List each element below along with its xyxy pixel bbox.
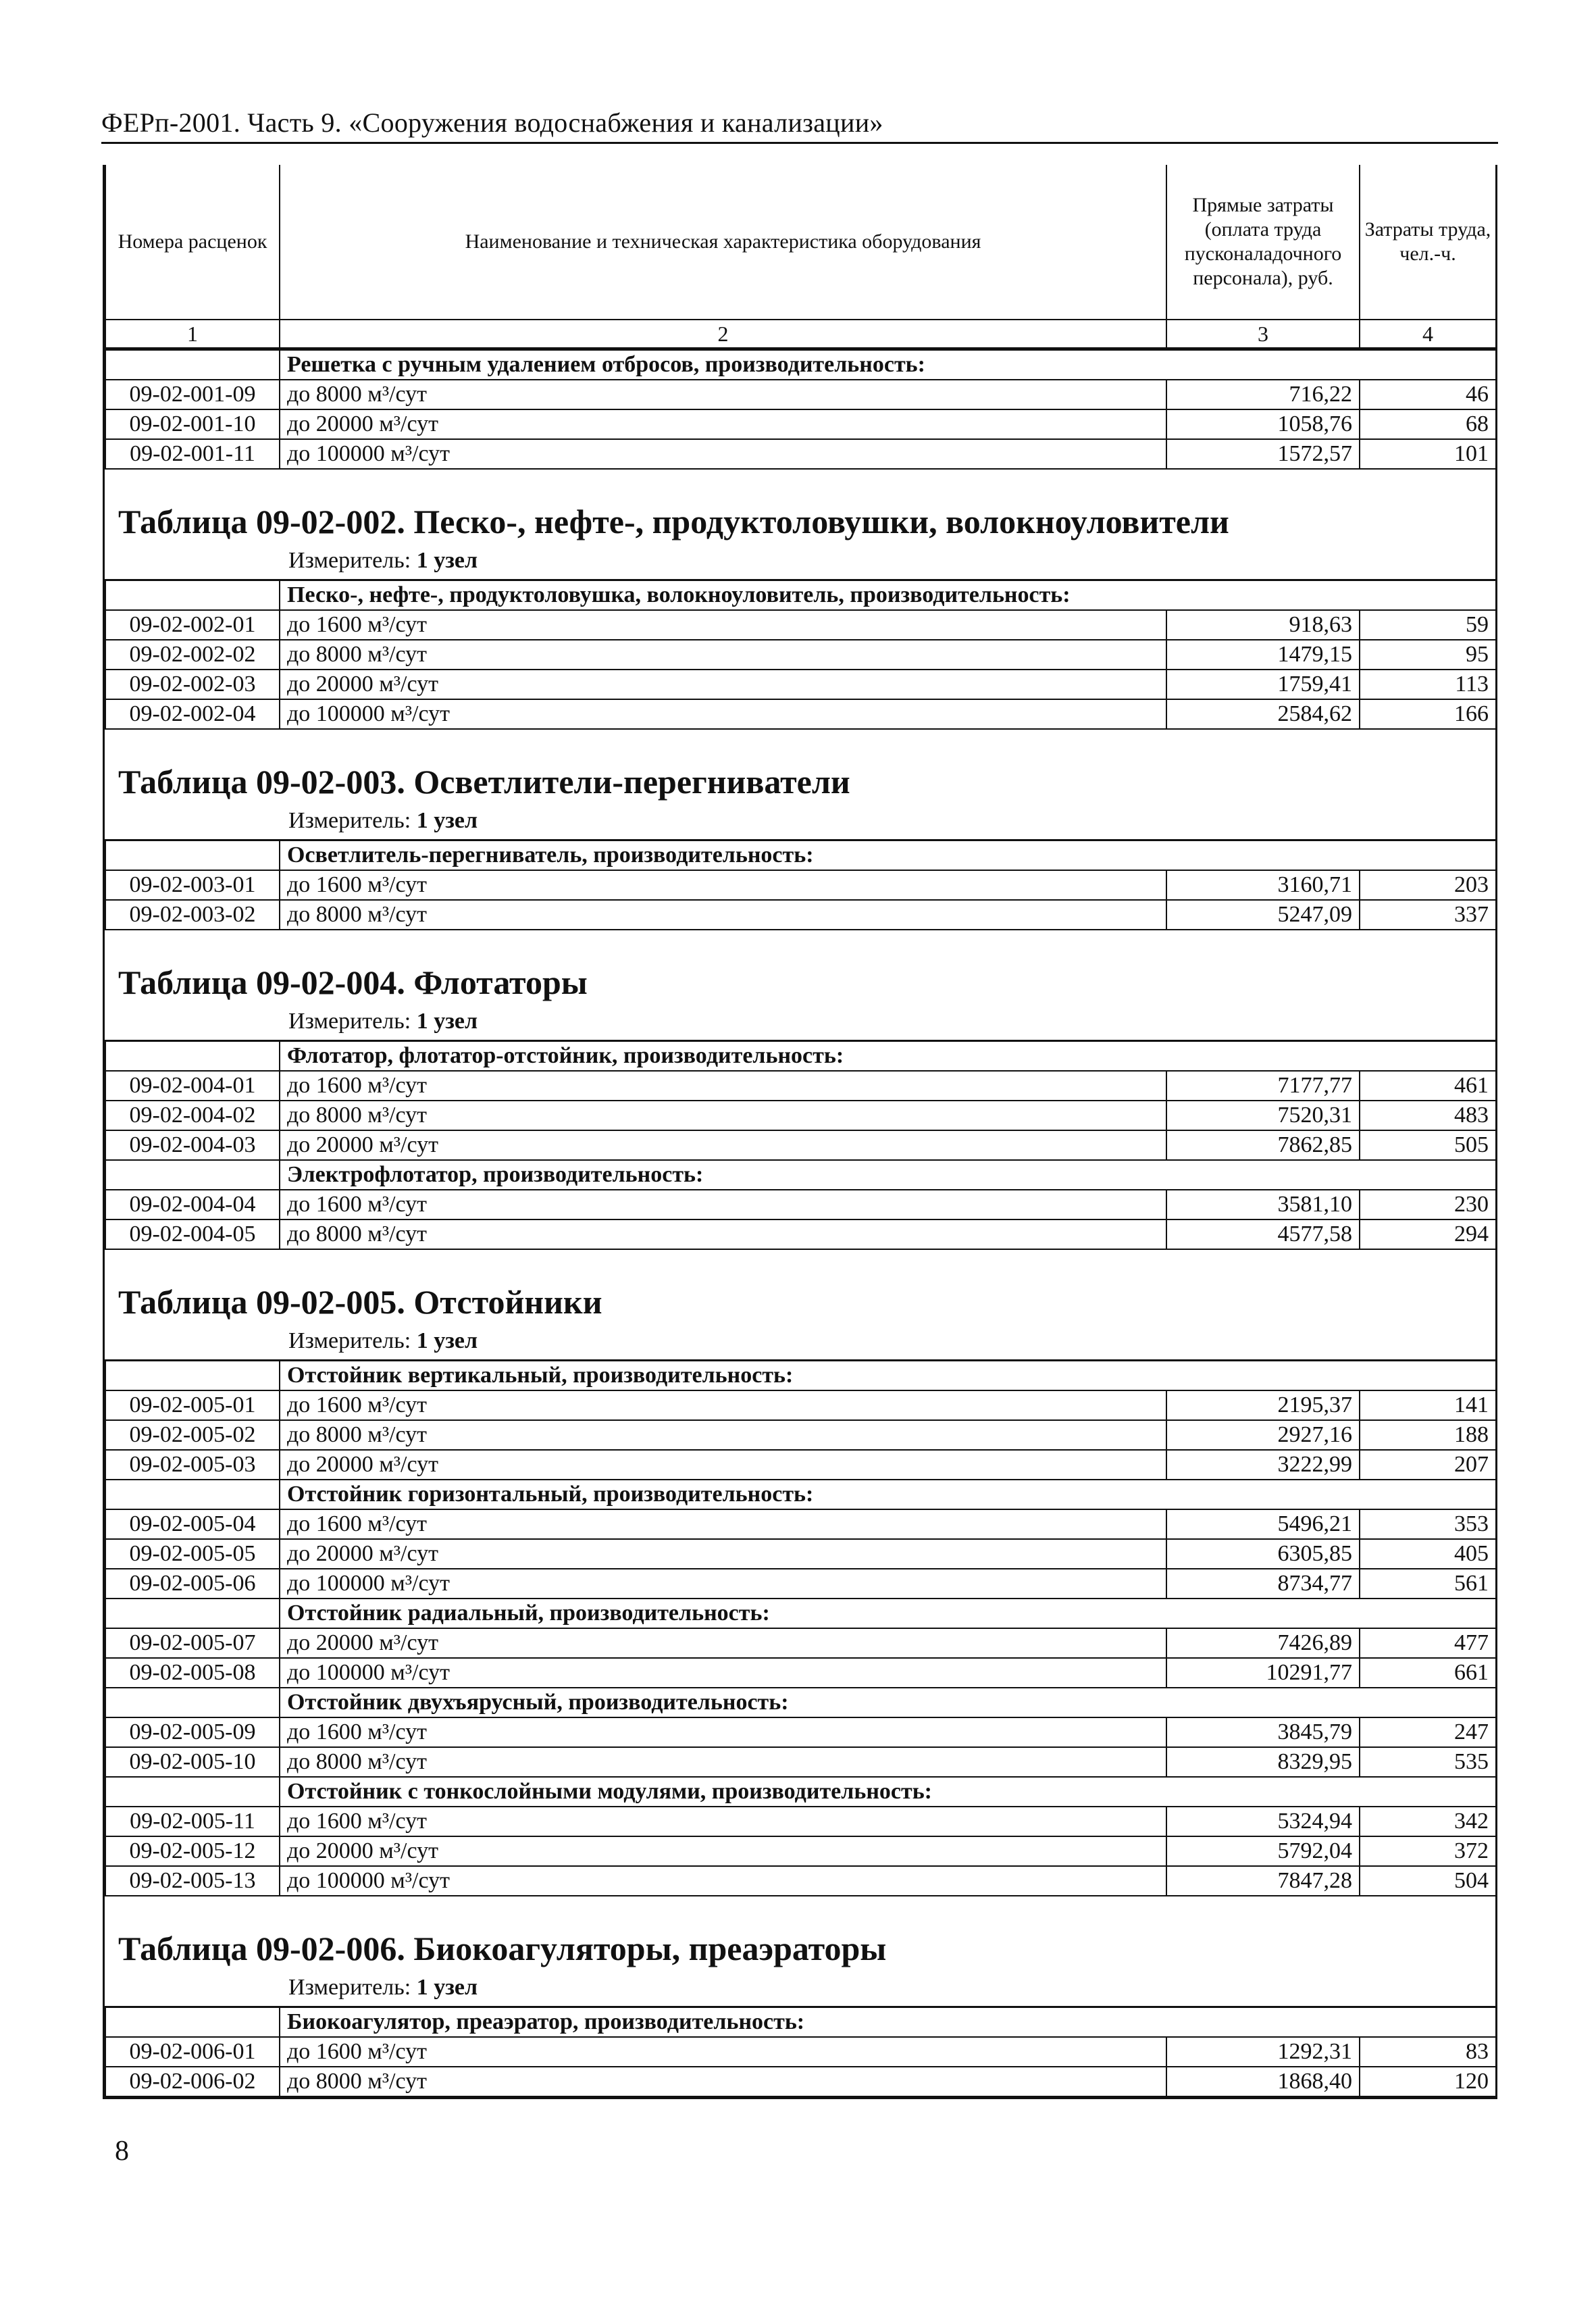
table-row bbox=[105, 1509, 1496, 1539]
section-title: Таблица 09-02-005. Отстойники bbox=[118, 1283, 602, 1321]
group-blank-cell bbox=[105, 1599, 280, 1628]
rate-code: 09-02-005-06 bbox=[105, 1569, 280, 1599]
group-blank-cell bbox=[105, 1480, 280, 1509]
meter-value: 1 узел bbox=[416, 808, 478, 833]
rate-labor: 337 bbox=[1360, 900, 1496, 930]
rate-labor: 46 bbox=[1360, 380, 1496, 409]
rate-description: до 1600 м³/сут bbox=[280, 870, 1166, 900]
rate-cost: 3222,99 bbox=[1166, 1450, 1360, 1480]
rate-description: до 1600 м³/сут bbox=[280, 1190, 1166, 1219]
rate-cost: 1759,41 bbox=[1166, 670, 1360, 699]
rate-description: до 20000 м³/сут bbox=[280, 409, 1166, 439]
group-blank-cell bbox=[105, 1361, 280, 1391]
rate-cost: 7177,77 bbox=[1166, 1071, 1360, 1101]
col-number-1: 1 bbox=[105, 320, 280, 348]
rates-table bbox=[105, 1040, 1497, 1250]
rate-description: до 100000 м³/сут bbox=[280, 439, 1166, 469]
table-row bbox=[105, 699, 1496, 729]
group-header-row bbox=[105, 1160, 1496, 1190]
rate-code: 09-02-001-09 bbox=[105, 380, 280, 409]
rate-code: 09-02-005-09 bbox=[105, 1717, 280, 1747]
group-header-row bbox=[105, 1480, 1496, 1509]
table-row bbox=[105, 1420, 1496, 1450]
rates-table bbox=[105, 349, 1497, 470]
table-row bbox=[105, 439, 1496, 469]
rate-description: до 100000 м³/сут bbox=[280, 1569, 1166, 1599]
rate-section bbox=[105, 1896, 1495, 2097]
table-row bbox=[105, 1658, 1496, 1688]
col-header-labor: Затраты труда, чел.-ч. bbox=[1360, 165, 1496, 320]
meter-label: Измеритель: bbox=[288, 808, 411, 833]
rate-code: 09-02-005-05 bbox=[105, 1539, 280, 1569]
section-title: Таблица 09-02-003. Осветлители-перегниватели bbox=[118, 763, 850, 801]
rate-description: до 20000 м³/сут bbox=[280, 1450, 1166, 1480]
rate-code: 09-02-003-02 bbox=[105, 900, 280, 930]
running-header: ФЕРп-2001. Часть 9. «Сооружения водоснабжения и канализации» bbox=[101, 107, 883, 138]
rate-cost: 7862,85 bbox=[1166, 1130, 1360, 1160]
rate-section bbox=[105, 349, 1495, 470]
table-row bbox=[105, 1628, 1496, 1658]
rate-code: 09-02-001-10 bbox=[105, 409, 280, 439]
rate-description: до 8000 м³/сут bbox=[280, 1747, 1166, 1777]
rate-code: 09-02-005-10 bbox=[105, 1747, 280, 1777]
rates-table bbox=[105, 839, 1497, 930]
group-title: Решетка с ручным удалением отбросов, производительность: bbox=[280, 350, 1496, 380]
rate-labor: 661 bbox=[1360, 1658, 1496, 1688]
rate-description: до 8000 м³/сут bbox=[280, 380, 1166, 409]
rate-code: 09-02-002-02 bbox=[105, 640, 280, 670]
rate-code: 09-02-005-08 bbox=[105, 1658, 280, 1688]
rate-labor: 230 bbox=[1360, 1190, 1496, 1219]
section-meter bbox=[105, 804, 1495, 839]
group-blank-cell bbox=[105, 580, 280, 611]
rate-cost: 5792,04 bbox=[1166, 1836, 1360, 1866]
section-meter bbox=[105, 1971, 1495, 2006]
rate-code: 09-02-004-03 bbox=[105, 1130, 280, 1160]
group-blank-cell bbox=[105, 350, 280, 380]
rate-code: 09-02-001-11 bbox=[105, 439, 280, 469]
rate-labor: 372 bbox=[1360, 1836, 1496, 1866]
rate-section bbox=[105, 1250, 1495, 1896]
rate-description: до 20000 м³/сут bbox=[280, 1130, 1166, 1160]
rate-section bbox=[105, 930, 1495, 1250]
col-number-3: 3 bbox=[1166, 320, 1360, 348]
group-title: Песко-, нефте-, продуктоловушка, волокноуловитель, производительность: bbox=[280, 580, 1496, 611]
group-title: Биокоагулятор, преаэратор, производительность: bbox=[280, 2007, 1496, 2038]
rate-code: 09-02-005-07 bbox=[105, 1628, 280, 1658]
group-header-row bbox=[105, 580, 1496, 611]
rate-cost: 5496,21 bbox=[1166, 1509, 1360, 1539]
rate-labor: 113 bbox=[1360, 670, 1496, 699]
rate-labor: 188 bbox=[1360, 1420, 1496, 1450]
table-row bbox=[105, 1569, 1496, 1599]
rate-description: до 1600 м³/сут bbox=[280, 1807, 1166, 1836]
group-title: Отстойник горизонтальный, производительность: bbox=[280, 1480, 1496, 1509]
table-row bbox=[105, 1071, 1496, 1101]
meter-label: Измеритель: bbox=[288, 1975, 411, 2000]
section-meter bbox=[105, 1324, 1495, 1359]
rate-code: 09-02-005-04 bbox=[105, 1509, 280, 1539]
group-header-row bbox=[105, 2007, 1496, 2038]
rate-description: до 1600 м³/сут bbox=[280, 1071, 1166, 1101]
rate-cost: 5324,94 bbox=[1166, 1807, 1360, 1836]
group-header-row bbox=[105, 1599, 1496, 1628]
rate-section bbox=[105, 730, 1495, 930]
table-row bbox=[105, 1717, 1496, 1747]
rate-code: 09-02-006-01 bbox=[105, 2037, 280, 2067]
rate-code: 09-02-004-05 bbox=[105, 1219, 280, 1249]
header-rule bbox=[101, 142, 1498, 144]
group-header-row bbox=[105, 350, 1496, 380]
meter-value: 1 узел bbox=[416, 1009, 478, 1034]
rate-cost: 2195,37 bbox=[1166, 1390, 1360, 1420]
table-row bbox=[105, 1747, 1496, 1777]
rate-description: до 100000 м³/сут bbox=[280, 699, 1166, 729]
rate-description: до 8000 м³/сут bbox=[280, 1219, 1166, 1249]
rate-description: до 1600 м³/сут bbox=[280, 1509, 1166, 1539]
rate-code: 09-02-004-04 bbox=[105, 1190, 280, 1219]
rate-code: 09-02-005-11 bbox=[105, 1807, 280, 1836]
rate-code: 09-02-005-02 bbox=[105, 1420, 280, 1450]
section-meter bbox=[105, 1005, 1495, 1040]
rate-description: до 8000 м³/сут bbox=[280, 900, 1166, 930]
table-row bbox=[105, 1390, 1496, 1420]
rate-cost: 8734,77 bbox=[1166, 1569, 1360, 1599]
col-number-2: 2 bbox=[280, 320, 1166, 348]
rate-code: 09-02-006-02 bbox=[105, 2067, 280, 2096]
rate-labor: 59 bbox=[1360, 610, 1496, 640]
rate-description: до 8000 м³/сут bbox=[280, 2067, 1166, 2096]
table-row bbox=[105, 610, 1496, 640]
rate-labor: 166 bbox=[1360, 699, 1496, 729]
rate-cost: 7426,89 bbox=[1166, 1628, 1360, 1658]
rate-cost: 3845,79 bbox=[1166, 1717, 1360, 1747]
rate-code: 09-02-002-03 bbox=[105, 670, 280, 699]
rate-description: до 1600 м³/сут bbox=[280, 1390, 1166, 1420]
rate-labor: 120 bbox=[1360, 2067, 1496, 2096]
group-title: Флотатор, флотатор-отстойник, производительность: bbox=[280, 1041, 1496, 1072]
group-title: Отстойник с тонкослойными модулями, производительность: bbox=[280, 1777, 1496, 1807]
table-row bbox=[105, 900, 1496, 930]
rate-cost: 716,22 bbox=[1166, 380, 1360, 409]
rate-labor: 247 bbox=[1360, 1717, 1496, 1747]
rate-code: 09-02-005-01 bbox=[105, 1390, 280, 1420]
meter-label: Измеритель: bbox=[288, 1009, 411, 1034]
section-title: Таблица 09-02-004. Флотаторы bbox=[118, 963, 588, 1001]
rates-table bbox=[105, 1359, 1497, 1896]
meter-label: Измеритель: bbox=[288, 1328, 411, 1353]
table-row bbox=[105, 2037, 1496, 2067]
rate-description: до 1600 м³/сут bbox=[280, 610, 1166, 640]
rate-description: до 100000 м³/сут bbox=[280, 1658, 1166, 1688]
rate-labor: 294 bbox=[1360, 1219, 1496, 1249]
meter-label: Измеритель: bbox=[288, 548, 411, 573]
section-title: Таблица 09-02-006. Биокоагуляторы, преаэраторы bbox=[118, 1930, 887, 1967]
rate-code: 09-02-004-01 bbox=[105, 1071, 280, 1101]
rate-description: до 100000 м³/сут bbox=[280, 1866, 1166, 1896]
rate-code: 09-02-002-04 bbox=[105, 699, 280, 729]
rate-cost: 3581,10 bbox=[1166, 1190, 1360, 1219]
rates-table bbox=[105, 2006, 1497, 2097]
rate-cost: 6305,85 bbox=[1166, 1539, 1360, 1569]
rate-cost: 1479,15 bbox=[1166, 640, 1360, 670]
group-blank-cell bbox=[105, 2007, 280, 2038]
table-row bbox=[105, 1219, 1496, 1249]
table-row bbox=[105, 2067, 1496, 2096]
section-title: Таблица 09-02-002. Песко-, нефте-, продуктоловушки, волокноуловители bbox=[118, 503, 1229, 540]
rate-cost: 3160,71 bbox=[1166, 870, 1360, 900]
group-blank-cell bbox=[105, 1160, 280, 1190]
table-row bbox=[105, 1190, 1496, 1219]
rate-labor: 505 bbox=[1360, 1130, 1496, 1160]
table-row bbox=[105, 870, 1496, 900]
table-row bbox=[105, 409, 1496, 439]
rate-cost: 4577,58 bbox=[1166, 1219, 1360, 1249]
rate-code: 09-02-005-12 bbox=[105, 1836, 280, 1866]
section-meter bbox=[105, 544, 1495, 579]
rate-labor: 461 bbox=[1360, 1071, 1496, 1101]
rate-labor: 203 bbox=[1360, 870, 1496, 900]
rate-cost: 2584,62 bbox=[1166, 699, 1360, 729]
rate-labor: 141 bbox=[1360, 1390, 1496, 1420]
rate-description: до 1600 м³/сут bbox=[280, 2037, 1166, 2067]
rate-labor: 483 bbox=[1360, 1101, 1496, 1130]
rate-cost: 8329,95 bbox=[1166, 1747, 1360, 1777]
rate-cost: 5247,09 bbox=[1166, 900, 1360, 930]
group-title: Отстойник радиальный, производительность: bbox=[280, 1599, 1496, 1628]
rate-code: 09-02-002-01 bbox=[105, 610, 280, 640]
rate-labor: 535 bbox=[1360, 1747, 1496, 1777]
rate-labor: 95 bbox=[1360, 640, 1496, 670]
meter-value: 1 узел bbox=[416, 548, 478, 573]
col-number-4: 4 bbox=[1360, 320, 1496, 348]
group-title: Осветлитель-перегниватель, производительность: bbox=[280, 840, 1496, 871]
table-row bbox=[105, 1539, 1496, 1569]
rate-cost: 7520,31 bbox=[1166, 1101, 1360, 1130]
group-title: Отстойник двухъярусный, производительность: bbox=[280, 1688, 1496, 1717]
group-header-row bbox=[105, 840, 1496, 871]
rate-code: 09-02-003-01 bbox=[105, 870, 280, 900]
meter-value: 1 узел bbox=[416, 1975, 478, 2000]
meter-value: 1 узел bbox=[416, 1328, 478, 1353]
rate-labor: 83 bbox=[1360, 2037, 1496, 2067]
group-header-row bbox=[105, 1041, 1496, 1072]
rate-labor: 68 bbox=[1360, 409, 1496, 439]
table-row bbox=[105, 1836, 1496, 1866]
group-blank-cell bbox=[105, 1777, 280, 1807]
table-row bbox=[105, 380, 1496, 409]
rate-labor: 504 bbox=[1360, 1866, 1496, 1896]
table-row bbox=[105, 670, 1496, 699]
rate-cost: 7847,28 bbox=[1166, 1866, 1360, 1896]
rate-cost: 1868,40 bbox=[1166, 2067, 1360, 2096]
table-row bbox=[105, 1130, 1496, 1160]
rate-labor: 477 bbox=[1360, 1628, 1496, 1658]
rate-cost: 1292,31 bbox=[1166, 2037, 1360, 2067]
rate-labor: 353 bbox=[1360, 1509, 1496, 1539]
group-header-row bbox=[105, 1688, 1496, 1717]
rate-section bbox=[105, 470, 1495, 730]
table-row bbox=[105, 1101, 1496, 1130]
rate-description: до 20000 м³/сут bbox=[280, 1836, 1166, 1866]
rate-description: до 1600 м³/сут bbox=[280, 1717, 1166, 1747]
rate-code: 09-02-004-02 bbox=[105, 1101, 280, 1130]
sections-container bbox=[105, 349, 1495, 2097]
column-header-table bbox=[105, 165, 1497, 349]
table-row bbox=[105, 640, 1496, 670]
rate-description: до 20000 м³/сут bbox=[280, 670, 1166, 699]
rate-cost: 2927,16 bbox=[1166, 1420, 1360, 1450]
group-blank-cell bbox=[105, 1688, 280, 1717]
rate-labor: 101 bbox=[1360, 439, 1496, 469]
rate-cost: 918,63 bbox=[1166, 610, 1360, 640]
rate-cost: 1058,76 bbox=[1166, 409, 1360, 439]
table-row bbox=[105, 1450, 1496, 1480]
group-title: Отстойник вертикальный, производительность: bbox=[280, 1361, 1496, 1391]
group-header-row bbox=[105, 1361, 1496, 1391]
col-header-code: Номера расценок bbox=[105, 165, 280, 320]
rate-code: 09-02-005-03 bbox=[105, 1450, 280, 1480]
rates-table bbox=[105, 579, 1497, 730]
group-title: Электрофлотатор, производительность: bbox=[280, 1160, 1496, 1190]
rate-code: 09-02-005-13 bbox=[105, 1866, 280, 1896]
group-blank-cell bbox=[105, 840, 280, 871]
table-row bbox=[105, 1866, 1496, 1896]
rate-labor: 405 bbox=[1360, 1539, 1496, 1569]
rate-description: до 20000 м³/сут bbox=[280, 1539, 1166, 1569]
rate-description: до 8000 м³/сут bbox=[280, 1420, 1166, 1450]
col-header-name: Наименование и техническая характеристика оборудования bbox=[280, 165, 1166, 320]
rate-labor: 207 bbox=[1360, 1450, 1496, 1480]
group-blank-cell bbox=[105, 1041, 280, 1072]
group-header-row bbox=[105, 1777, 1496, 1807]
table-row bbox=[105, 1807, 1496, 1836]
rate-labor: 561 bbox=[1360, 1569, 1496, 1599]
rates-document bbox=[103, 165, 1497, 2099]
col-header-cost: Прямые затраты (оплата труда пусконаладочного персонала), руб. bbox=[1166, 165, 1360, 320]
rate-labor: 342 bbox=[1360, 1807, 1496, 1836]
rate-description: до 20000 м³/сут bbox=[280, 1628, 1166, 1658]
rate-cost: 10291,77 bbox=[1166, 1658, 1360, 1688]
rate-cost: 1572,57 bbox=[1166, 439, 1360, 469]
rate-description: до 8000 м³/сут bbox=[280, 1101, 1166, 1130]
rate-description: до 8000 м³/сут bbox=[280, 640, 1166, 670]
page-number: 8 bbox=[115, 2136, 129, 2167]
